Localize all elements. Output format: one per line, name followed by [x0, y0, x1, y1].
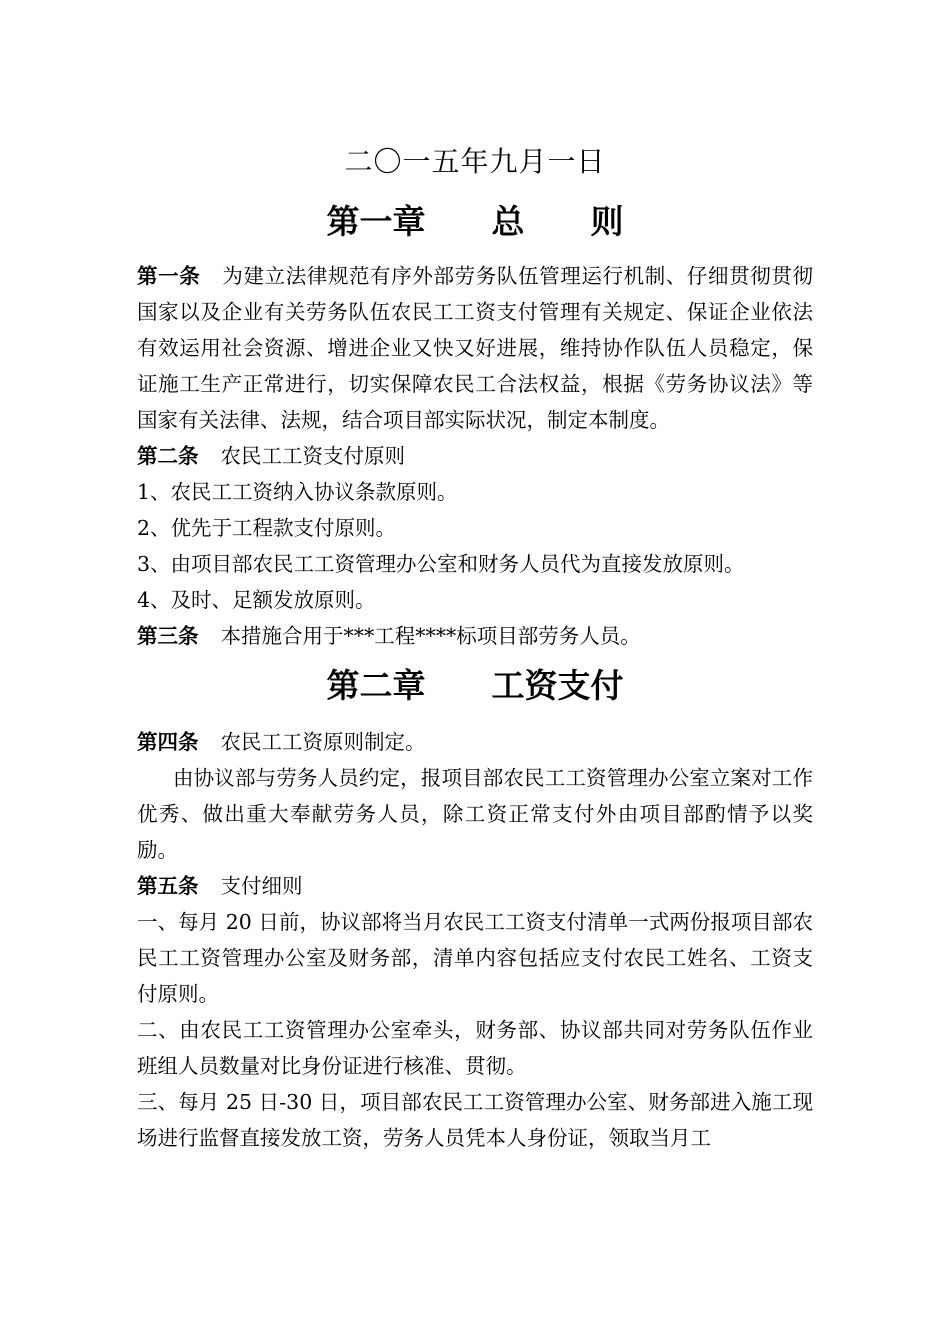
article-3	[137, 618, 813, 654]
article-4	[137, 724, 813, 760]
chapter-2-heading: 第二章 工资支付	[326, 666, 624, 705]
article-2-item-1: 1、农民工工资纳入协议条款原则。	[137, 480, 458, 504]
chapter-1-heading: 第一章 总 则	[326, 202, 624, 241]
article-5-text: 支付细则	[220, 874, 303, 898]
article-1-text: 为建立法律规范有序外部劳务队伍管理运行机制、仔细贯彻贯彻国家以及企业有关劳务队伍农民工工资支付管理有关规定、保证企业依法有效运用社会资源、增进企业又快又好进展，维持协作队伍人员稳定，保证施工生产正常进行，切实保障农民工合法权益，根据《劳务协议法》等国家有关法律、法规，结合项目部实际状况，制定本制度。	[137, 264, 814, 432]
article-1	[137, 258, 813, 438]
article-4-title: 第四条	[137, 730, 199, 754]
article-5-item-3: 三、每月 25 日-30 日，项目部农民工工资管理办公室、财务部进入施工现场进行监督直接发放工资，劳务人员凭本人身份证，领取当月工	[137, 1090, 813, 1150]
article-5-title: 第五条	[137, 874, 199, 898]
article-5-item-2: 二、由农民工工资管理办公室牵头，财务部、协议部共同对劳务队伍作业班组人员数量对比身份证进行核准、贯彻。	[137, 1018, 813, 1078]
article-2	[137, 438, 813, 474]
article-2-title: 第二条	[137, 444, 199, 468]
document-date: 二〇一五年九月一日	[344, 145, 606, 178]
article-2-item-2: 2、优先于工程款支付原则。	[137, 516, 397, 540]
article-2-item-3: 3、由项目部农民工工资管理办公室和财务人员代为直接发放原则。	[137, 552, 745, 576]
article-4-body: 由协议部与劳务人员约定，报项目部农民工工资管理办公室立案对工作优秀、做出重大奉献劳务人员，除工资正常支付外由项目部酌情予以奖励。	[137, 766, 813, 862]
article-5-item-1: 一、每月 20 日前，协议部将当月农民工工资支付清单一式两份报项目部农民工工资管理办公室及财务部，清单内容包括应支付农民工姓名、工资支付原则。	[137, 910, 813, 1006]
article-1-title: 第一条	[137, 264, 201, 288]
article-3-title: 第三条	[137, 624, 199, 648]
article-2-item-4: 4、及时、足额发放原则。	[137, 588, 376, 612]
article-5	[137, 868, 813, 904]
article-2-text: 农民工工资支付原则	[220, 444, 405, 468]
document-body	[137, 140, 813, 1156]
article-4-text: 农民工工资原则制定。	[220, 730, 426, 754]
article-3-text: 本措施合用于***工程****标项目部劳务人员。	[220, 624, 641, 648]
